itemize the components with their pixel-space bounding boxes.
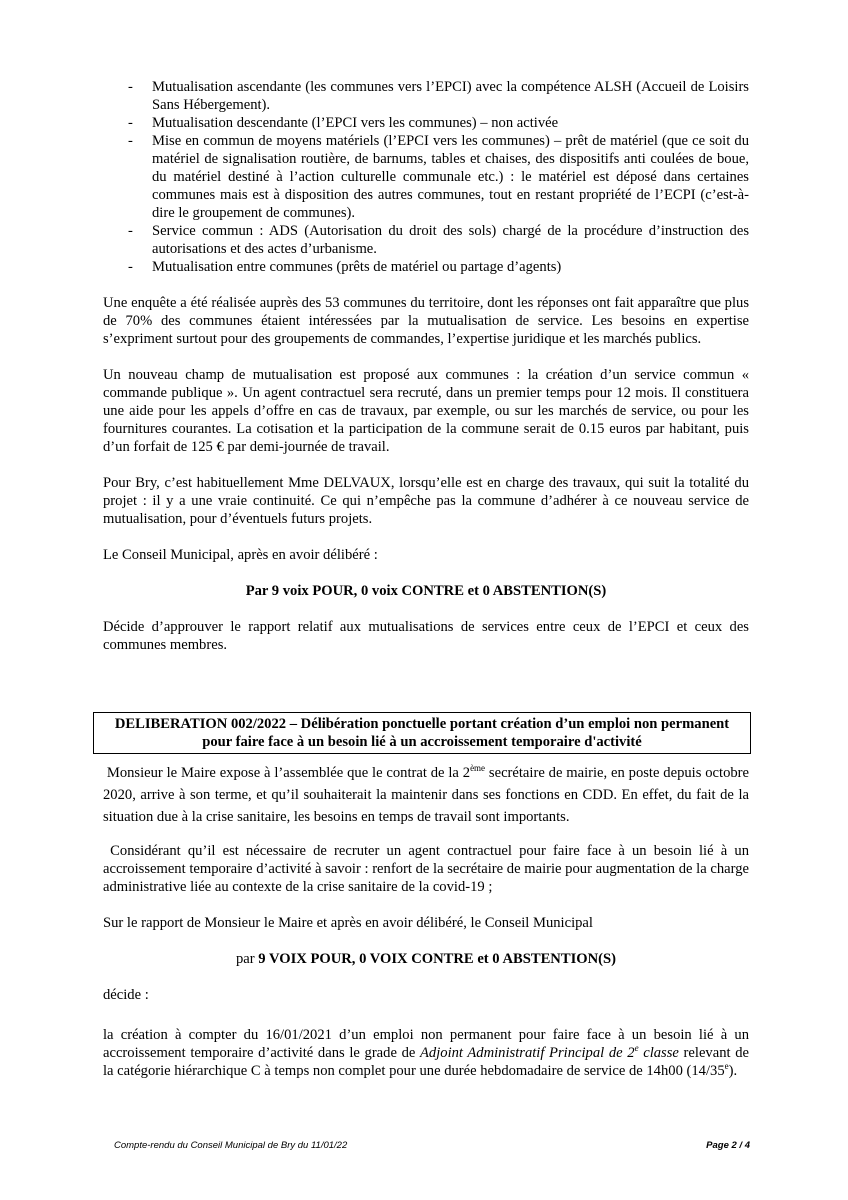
page-footer bbox=[114, 1137, 750, 1155]
footer-title: Compte-rendu du Conseil Municipal de Bry du 11/01/22 bbox=[114, 1140, 348, 1151]
list-item: - Mutualisation descendante (l’EPCI vers les communes) – non activée bbox=[128, 115, 559, 131]
paragraph-champ-mutualisation: Un nouveau champ de mutualisation est proposé aux communes : la création d’un service commun « commande publique ». Un agent contractuel sera recruté, dans un premier temps pour 12 mois. Il constituera une aide pour les appels d’offre en cas de travaux, par exemple, ou sur les marchés de service, ou pour les fournitures courantes. La cotisation et la participation de la commune serait de 0.15 euros par habitant, puis d’un forfait de 125 € par demi-journée de travail. bbox=[103, 367, 749, 455]
paragraph-conseil: Le Conseil Municipal, après en avoir délibéré : bbox=[103, 547, 378, 563]
page-number: Page 2 / 4 bbox=[706, 1140, 750, 1151]
list-item: - Mise en commun de moyens matériels (l’EPCI vers les communes) – prêt de matériel (que ce soit du matériel de signalisation routière, de barnums, tables et chaises, des dispositifs anti coulées de boue, du matériel destiné à l’action culturelle communale etc.) : le matériel est déposé dans certaines communes mais est à disposition des autres communes, tout en restant propriété de l’ECPI (c’est-à-dire le groupement de communes). bbox=[128, 133, 749, 221]
paragraph-bry: Pour Bry, c’est habituellement Mme DELVAUX, lorsqu’elle est en charge des travaux, qui suit la totalité du projet : il y a une vraie continuité. Ce qui n’empêche pas la commune d’adhérer à ce nouveau service de mutualisation, pour d’éventuels futurs projets. bbox=[103, 475, 749, 527]
list-item: - Mutualisation ascendante (les communes vers l’EPCI) avec la compétence ALSH (Accueil de Loisirs Sans Hébergement). bbox=[128, 79, 749, 113]
paragraph-considerant: Considérant qu’il est nécessaire de recruter un agent contractuel pour faire face à un besoin lié à un accroissement temporaire d’activité à savoir : renfort de la secrétaire de mairie pour augmentation de la charge administrative liée au contexte de la crise sanitaire de la covid-19 ; bbox=[103, 843, 749, 895]
deliberation-title-box: DELIBERATION 002/2022 – Délibération ponctuelle portant création d’un emploi non permanent pour faire face à un besoin lié à un accroissement temporaire d'activité bbox=[93, 712, 751, 754]
paragraph-decide-1: Décide d’approuver le rapport relatif aux mutualisations de services entre ceux de l’EPCI et ceux des communes membres. bbox=[103, 619, 749, 653]
paragraph-creation: la création à compter du 16/01/2021 d’un emploi non permanent pour faire face à un besoin lié à un accroissement temporaire d’activité dans le grade de Adjoint Administratif Principal de 2e classe relevant de la catégorie hiérarchique C à temps non complet pour une durée hebdomadaire de service de 14h00 (14/35e). bbox=[103, 1027, 749, 1079]
mutualisation-list bbox=[103, 78, 749, 276]
vote-result-1: Par 9 voix POUR, 0 voix CONTRE et 0 ABSTENTION(S) bbox=[245, 583, 607, 599]
paragraph-decide-2: décide : bbox=[103, 987, 149, 1003]
document-page bbox=[103, 78, 749, 1080]
paragraph-maire-expose: Monsieur le Maire expose à l’assemblée que le contrat de la 2ème secrétaire de mairie, en poste depuis octobre 2020, arrive à son terme, et qu’il souhaiterait la maintenir dans ses fonctions en CDD. En effet, du fait de la situation due à la crise sanitaire, les besoins en temps de travail sont importants. bbox=[103, 763, 750, 825]
paragraph-enquete: Une enquête a été réalisée auprès des 53 communes du territoire, dont les réponses ont fait apparaître que plus de 70% des communes étaient intéressées par la mutualisation de service. Les besoins en expertise s’expriment surtout pour des groupements de commandes, l’expertise juridique et les marchés publics. bbox=[103, 295, 749, 347]
vote-result-2: par 9 VOIX POUR, 0 VOIX CONTRE et 0 ABSTENTION(S) bbox=[236, 951, 616, 967]
paragraph-rapport: Sur le rapport de Monsieur le Maire et après en avoir délibéré, le Conseil Municipal bbox=[103, 915, 593, 931]
list-item: - Mutualisation entre communes (prêts de matériel ou partage d’agents) bbox=[128, 259, 562, 275]
list-item: - Service commun : ADS (Autorisation du droit des sols) chargé de la procédure d’instruction des autorisations et des actes d’urbanisme. bbox=[128, 223, 749, 257]
